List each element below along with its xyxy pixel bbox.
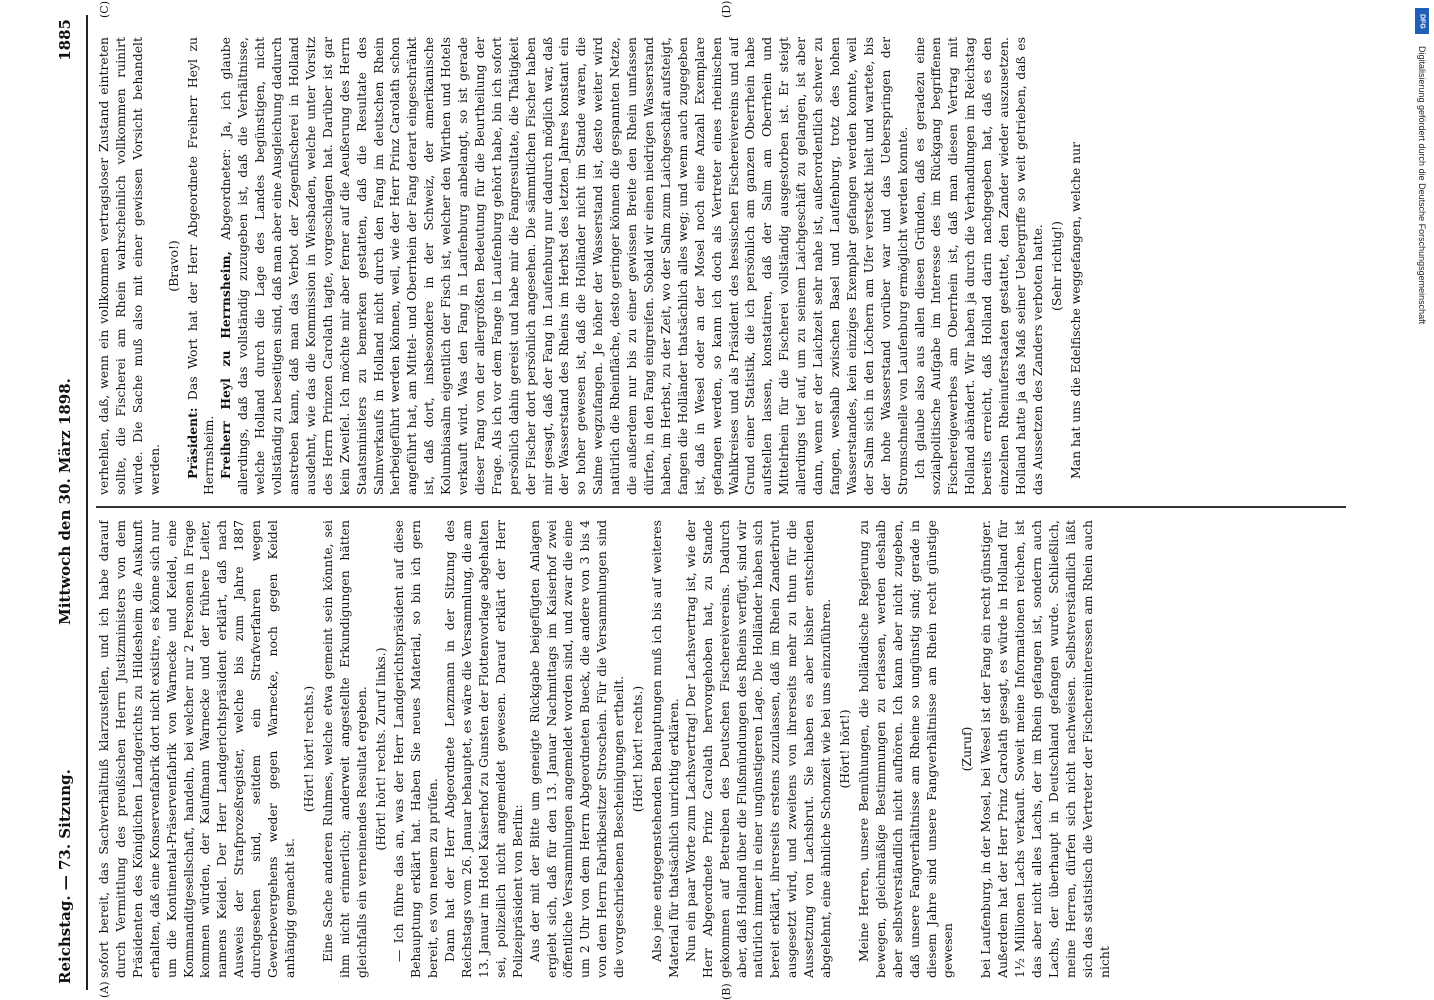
margin-letter-d: (D): [720, 0, 733, 18]
header-rule: [86, 15, 88, 990]
paragraph: Dann hat der Herr Abgeordnete Lenzmann in der Sitzung des Reichstags vom 26. Januar behauptet, es wäre die Versammlung, die am 13. Januar im Hotel Kaiserhof zu Gunsten der Flottenvorlage abgehalten sei, polizeilich nicht angemeldet gewesen. Darauf erklärt der Herr Polizeipräsident von Berlin:: [442, 520, 525, 978]
paragraph: Meine Herren, unsere Bemühungen, die holländische Regierung zu bewegen, gleichmäßige Bestimmungen zu erlassen, werden deshalb aber selbstverständlich nicht aufhören. Ich kann aber nicht zugeben, daß unsere Fangverhältnisse am Rheine so ungünstig sind; gerade in diesem Jahre sind unsere Fangverhältnisse am Rhein recht günstige gewesen: [855, 520, 956, 978]
quoted-paragraph: Aus der mit der Bitte um geneigte Rückgabe beigefügten Anlagen ergiebt sich, daß für den 13. Januar Nachmittags im Kaiserhof zwei öffentliche Versammlungen angemeldet worden sind, und zwar die eine um 2 Uhr von dem Herrn Abgeordneten Bueck, die andere von 3 bis 4 von dem Herrn Fabrikbesitzer Stroschein. Für die Versammlungen sind die vorgeschriebenen Bescheinigungen ertheilt.: [526, 520, 627, 978]
speaker-text: Das Wort hat der Herr Abgeordnete Freiherr Heyl zu Herrnsheim.: [184, 37, 217, 495]
dfg-logo: DFG: [1415, 8, 1429, 34]
paragraph: Eine Sache anderen Ruhmes, welche etwa gemeint sein könnte, sei ihm nicht erinnerlich; anderweit angestellte Erkundigungen hätten gleichfalls ein verneinendes Resultat ergeben.: [319, 520, 369, 978]
speaker-label: Freiherr Heyl zu Herrnsheim,: [218, 251, 234, 479]
margin-letter-a: (A): [98, 981, 111, 998]
paragraph: Ich glaube also aus allen diesen Gründen, daß es geradezu eine sozialpolitische Aufgabe im Interesse des im Rückgang begriffenen Fischereigewerbes am Oberrhein ist, daß man diesen Vertrag mit Holland abändert. Wir haben ja durch die Verhandlungen im Reichstag bereits erreicht, daß Holland darin nachgegeben hat, daß es den einzelnen Rheinuferstaaten gestattet, den Zander wieder auszusetzen. Holland hatte ja das Maß seiner Uebergriffe so weit getrieben, daß es das Aussetzen des Zanders verboten hatte.: [911, 37, 1045, 495]
paragraph: bei Laufenburg, in der Mosel, bei Wesel ist der Fang ein recht günstiger. Außerdem hat der Herr Prinz Carolath gesagt, es würde in Holland für 1½ Millionen Lachs verkauft. Soweit meine Informationen reichen, ist das aber nicht alles Lachs, der im Rhein gefangen ist, sondern auch Lachs, der überhaupt in Deutschland gefangen wurde. Schließlich, meine Herren, dürfen sich nicht nachweisen. Selbstverständlich läßt sich das statistisch die Vertreter der Fischereiinteressen am Rhein auch nicht: [978, 520, 1112, 978]
interjection: (Bravo!): [165, 240, 181, 292]
page-header: [48, 19, 82, 984]
interjection: (Hört! hört! rechts.): [630, 685, 646, 813]
text-column-right: [96, 37, 1326, 495]
speaker-label: Präsident:: [184, 407, 200, 479]
text-column-left: [96, 520, 1326, 978]
paragraph: sofort bereit, das Sachverhältniß klarzustellen, und ich habe darauf durch Vermittlung des preußischen Herrn Justizministers von dem Präsidenten des Königlichen Landgerichts zu Hildesheim die Auskunft erhalten, daß eine Konservenfabrik dort nicht existire, es könne sich nur um die Kontinental-Präservenfabrik von Warnecke und Keidel, eine Kommanditgesellschaft, handeln, bei welcher nur 2 Personen in Frage kommen würden, der Kaufmann Warnecke und der frühere Leiter, namens Keidel. Der Herr Landgerichtspräsident erklärt, daß nach Ausweis der Strafprozeßregister, welche bis zum Jahre 1887 durchgesehen sind, seitdem ein Strafverfahren wegen Gewerbevergehens weder gegen Warnecke, noch gegen Keidel anhängig gemacht ist.: [96, 520, 297, 978]
header-session: Reichstag. — 73. Sitzung.: [56, 769, 74, 984]
paragraph: [185, 37, 219, 495]
header-page-number: 1885: [56, 19, 74, 61]
paragraph: verhehlen, daß, wenn ein vollkommen vertragsloser Zustand eintreten sollte, die Fischerei am Rhein wahrscheinlich vollkommen ruinirt würde. Die Sache muß also mit einer gewissen Vorsicht behandelt werden.: [96, 37, 162, 495]
speaker-text: Abgeordneter: Ja, ich glaube allerdings, daß das vollständig zuzugeben ist, daß die Verhältnisse, welche Holland durch die Lage des Landes begünstigen, nicht vollständig zu beseitigen sind, daß man aber eine Ausgleichung dadurch anstreben kann, daß man das Verbot der Zegenfischerei in Holland ausdehnt, wie das die Kommission in Wiesbaden, welche unter Vorsitz des Herrn Prinzen Carolath tagte, vorgeschlagen hat. Darüber ist gar kein Zweifel. Ich möchte mir aber ferner auf die Aeußerung des Herrn Staatsministers zu bemerken gestatten, daß die Resultate des Salmverkaufs in Holland nicht durch den Fang im deutschen Rhein herbeigeführt werden können, weil, wie der Herr Prinz Carolath schon angeführt hat, am Mittel- und Oberrhein der Fang derart eingeschränkt ist, daß dort, insbesondere in der Schweiz, der amerikanische Kolumbiasalm eigentlich der Fisch ist, welcher den Wirthen und Hotels verkauft wird. Was den Fang in Laufenburg anbelangt, so ist gerade dieser Fang von der allergrößten Bedeutung für die Beurtheilung der Frage. Als ich vor dem Fange in Laufenburg gehört habe, bin ich sofort persönlich dahin gereist und habe mir die Fangresultate, die Thätigkeit der Fischer dort persönlich angesehen. Die sämmtlichen Fischer haben mir gesagt, daß der Fang in Laufenburg nur dadurch möglich war, daß der Wasserstand des Rheins im Herbst des letzten Jahres konstant ein so hoher gewesen ist, daß die Holländer nicht im Stande waren, die Salme wegzufangen. Je höher der Wasserstand ist, desto weiter wird natürlich die Rheinfläche, desto geringer können die gespannten Netze, die außerdem nur bis zu einer gewissen Breite den Rhein umfassen dürfen, in den Fang eingreifen. Sobald wir einen niedrigen Wasserstand haben, im Herbst, zu der Zeit, wo der Salm zum Laichgeschäft aufsteigt, fangen die Holländer thatsächlich alles weg; und wenn auch zugegeben ist, daß in Wesel oder an der Mosel noch eine Anzahl Exemplare gefangen werden, so kann ich doch als Vertreter eines rheinischen Wahlkreises und als Präsident des hessischen Fischereivereins und auf Grund einer Statistik, die ich persönlich am ganzen Oberrhein habe aufstellen lassen, konstatiren, daß der Salm am Oberrhein und Mittelrhein für die Fischerei vollständig ausgestorben ist. Er steigt allerdings tief auf, um zu seinem Laichgeschäft zu gelangen, ist aber dann, wenn er der Laichzeit sehr nahe ist, außerordentlich schwer zu fangen, weshalb zwischen Basel und Laufenburg, trotz des hohen Wasserstandes, kein einziges Exemplar gefangen werden konnte, weil der Salm sich in den Löchern am Ufer versteckt hielt und wartete, bis der hohe Wasserstand vorüber war und das Ueberspringen der Stromschnelle von Laufenburg ermöglicht werden konnte.: [218, 37, 910, 495]
interjection: (Zuruf): [959, 726, 975, 772]
paragraph: Also jene entgegenstehenden Behauptungen muß ich bis auf weiteres Material für thatsächlich unrichtig erklären.: [649, 520, 681, 978]
interjection: (Hört! hört! rechts.): [300, 685, 316, 813]
paragraph: Man hat uns die Edelfische weggefangen, welche nur: [1067, 142, 1083, 479]
paragraph: [218, 37, 911, 495]
interjection: (Hört! hört!): [836, 709, 852, 789]
interjection: (Hört! hört! rechts. Zuruf links.): [372, 647, 388, 851]
column-divider: [96, 507, 1346, 509]
interjection: (Sehr richtig!): [1048, 221, 1064, 311]
margin-letter-b: (B): [720, 983, 733, 1000]
paragraph: — Ich führe das an, was der Herr Landgerichtspräsident auf diese Behauptung erklärt hat. Haben Sie neues Material, so bin ich gern bereit, es von neuem zu prüfen.: [391, 520, 441, 978]
header-date: Mittwoch den 30. März 1898.: [56, 378, 74, 625]
margin-letter-c: (C): [98, 1, 111, 18]
paragraph: Nun ein paar Worte zum Lachsvertrag! Der Lachsvertrag ist, wie der Herr Abgeordnete Prinz Carolath hervorgehoben hat, zu Stande gekommen auf Betreiben des Deutschen Fischereivereins. Dadurch aber, daß Holland über die Flußmündungen des Rheins verfügt, sind wir natürlich immer in einer ungünstigeren Lage. Die Holländer haben sich bereit erklärt, ihrerseits erstens zuzulassen, daß im Rhein Zanderbrut ausgesetzt wird, und zweitens von ihrerseits mehr zu thun für die Aussetzung von Lachsbrut. Sie haben es aber bisher entschieden abgelehnt, eine ähnliche Schonzeit wie bei uns einzuführen.: [682, 520, 834, 978]
dfg-credit-text: Digitalisierung gefördert durch die Deutsche Forschungsgemeinschaft: [1417, 46, 1427, 325]
